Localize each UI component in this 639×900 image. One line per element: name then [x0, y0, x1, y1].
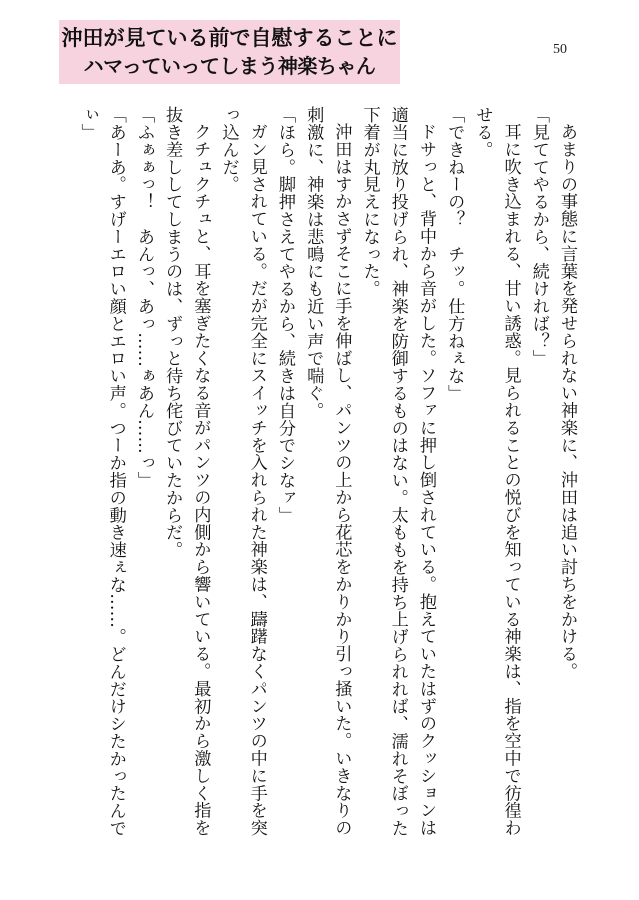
- paragraph: ドサっと、背中から音がした。ソファに押し倒されている。抱えていたはずのクッションは適当に放り投げられ、神楽を防御するものはない。太ももを持ち上げられれば、濡れそぼった下着が丸見えになった。: [359, 106, 436, 837]
- paragraph: 「ふぁぁっ！ あんっ、あっ……ぁあん……っ」: [133, 106, 154, 489]
- paragraph: 「ほら。脚押さえてやるから、続きは自分でシなァ」: [274, 106, 295, 524]
- paragraph: クチュクチュと、耳を塞ぎたくなる音がパンツの内側から響いている。最初から激しく指を抜き差ししてしまうのは、ずっと待ち侘びていたからだ。: [162, 106, 211, 837]
- paragraph: 耳に吹き込まれる、甘い誘惑。見られることの悦びを知っている神楽は、指を空中で彷徨わせる。: [472, 106, 521, 837]
- paragraph: 「あーあ。すげーエロい顔とエロい声。つーか指の動き速ぇな……。どんだけシたかったんでぃ」: [77, 106, 126, 837]
- paragraph: あまりの事態に言葉を発せられない神楽に、沖田は追い討ちをかける。: [557, 123, 577, 680]
- vertical-body-text: [41, 106, 581, 840]
- page-number: 50: [553, 42, 567, 57]
- chapter-title-line-2: ハマっていってしまう神楽ちゃん: [83, 54, 376, 78]
- paragraph: 沖田はすかさずそこに手を伸ばし、パンツの上から花芯をかりかり引っ掻いた。いきなりの刺激に、神楽は悲鳴にも近い声で喘ぐ。: [303, 106, 352, 837]
- chapter-title-banner: [59, 20, 400, 84]
- paragraph: 「できねーの？ チッ。仕方ねぇな」: [444, 106, 465, 402]
- paragraph: 「見ててやるから、続ければ？」: [528, 106, 549, 367]
- paragraph: ガン見されている。だが完全にスイッチを入れられた神楽は、躊躇なくパンツの中に手を突っ込んだ。: [218, 106, 267, 837]
- chapter-title-line-1: 沖田が見ている前で自慰することに: [61, 26, 398, 50]
